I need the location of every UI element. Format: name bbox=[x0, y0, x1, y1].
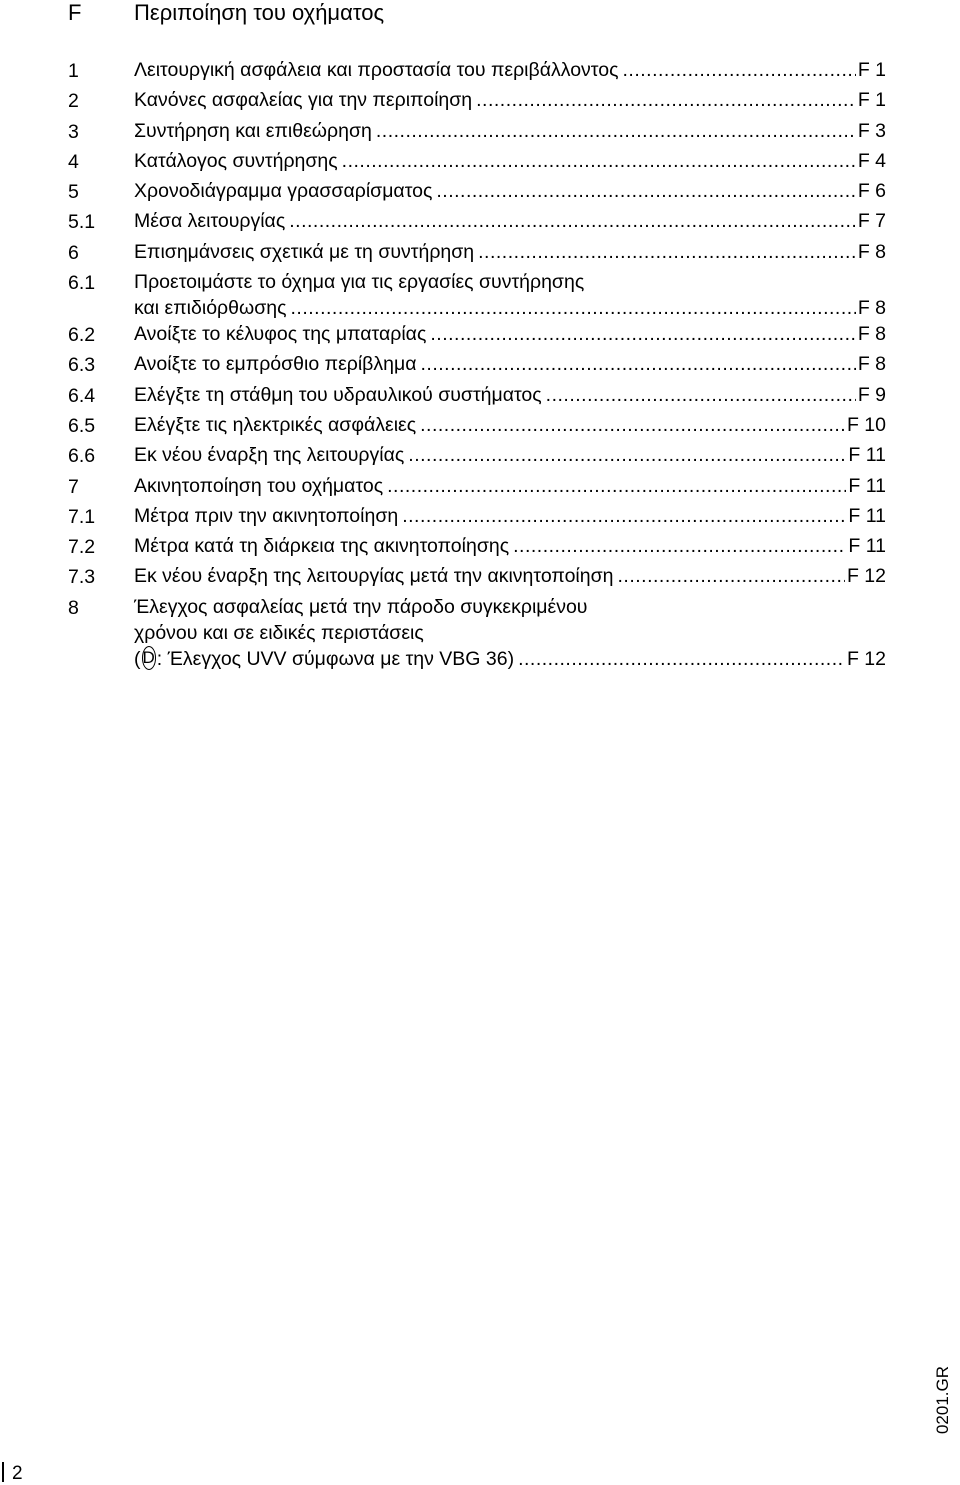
toc-entry-number: 6.3 bbox=[68, 354, 96, 377]
toc-entry-title: Κατάλογος συντήρησης bbox=[134, 149, 338, 172]
toc-dot-leader bbox=[513, 533, 846, 559]
toc-entry-title: Ανοίξτε το εμπρόσθιο περίβλημα bbox=[134, 353, 417, 376]
toc-entry[interactable] bbox=[68, 412, 886, 442]
toc-entry-page: F 11 bbox=[848, 535, 886, 558]
toc-entry[interactable] bbox=[68, 442, 886, 472]
toc-entry[interactable] bbox=[68, 382, 886, 412]
toc-entry-title: Προετοιμάστε το όχημα για τις εργασίες συντήρησης bbox=[134, 271, 585, 294]
toc-entry[interactable] bbox=[68, 208, 886, 238]
toc-entry[interactable] bbox=[68, 321, 886, 351]
toc-entry-title: : Έλεγχος UVV σύμφωνα με την VBG 36) bbox=[156, 647, 515, 670]
toc-entry-title: Κανόνες ασφαλείας για την περιποίηση bbox=[134, 89, 473, 112]
toc-entry-title: Ελέγξτε τη στάθμη του υδραυλικού συστήματος bbox=[134, 383, 542, 406]
toc-entry-number: 5 bbox=[68, 181, 79, 204]
toc-entry-number: 2 bbox=[68, 90, 79, 113]
toc-entry-page: F 8 bbox=[857, 353, 886, 376]
toc-dot-leader bbox=[546, 382, 856, 408]
toc-entry[interactable] bbox=[68, 57, 886, 87]
chapter-title: Περιποίηση του οχήματος bbox=[134, 0, 385, 25]
toc-dot-leader bbox=[291, 295, 856, 321]
toc-entry-page: F 11 bbox=[848, 474, 886, 497]
toc-entry-number: 6.2 bbox=[68, 324, 96, 347]
toc-dot-leader bbox=[387, 473, 846, 499]
toc-dot-leader bbox=[420, 412, 845, 438]
toc-entry-title: Εκ νέου έναρξη της λειτουργίας μετά την ακινητοποίηση bbox=[134, 565, 614, 588]
document-code-text: 0201.GR bbox=[933, 1365, 952, 1435]
toc-entry-number: 6 bbox=[68, 241, 79, 264]
toc-dot-leader bbox=[617, 563, 844, 589]
country-code-badge: D bbox=[142, 646, 156, 670]
toc-entry-page: F 11 bbox=[848, 444, 886, 467]
toc-entry[interactable] bbox=[68, 118, 886, 148]
toc-entry[interactable] bbox=[68, 351, 886, 381]
toc-entry-title: Μέτρα κατά τη διάρκεια της ακινητοποίησης bbox=[134, 535, 510, 558]
toc-entry[interactable] bbox=[68, 563, 886, 593]
page-number-text: 2 bbox=[12, 1463, 23, 1484]
toc-entry[interactable] bbox=[68, 594, 886, 674]
toc-entry-page: F 12 bbox=[846, 647, 886, 670]
toc-entry-title: Ελέγξτε τις ηλεκτρικές ασφάλειες bbox=[134, 413, 417, 436]
toc-dot-leader bbox=[478, 239, 856, 265]
table-of-contents bbox=[68, 57, 886, 674]
toc-entry-page: F 1 bbox=[857, 89, 886, 112]
toc-dot-leader bbox=[289, 208, 856, 234]
toc-dot-leader bbox=[476, 87, 856, 113]
toc-entry-number: 6.5 bbox=[68, 414, 96, 437]
toc-entry-title: και επιδιόρθωσης bbox=[134, 297, 287, 320]
toc-entry-page: F 6 bbox=[857, 180, 886, 203]
toc-entry-title: Επισημάνσεις σχετικά με τη συντήρηση bbox=[134, 240, 475, 263]
toc-entry[interactable] bbox=[68, 503, 886, 533]
toc-entry-number: 7.2 bbox=[68, 536, 96, 559]
toc-dot-leader bbox=[518, 646, 845, 672]
toc-entry-title: Έλεγχος ασφαλείας μετά την πάροδο συγκεκριμένου bbox=[134, 595, 588, 618]
toc-entry-number: 6.1 bbox=[68, 272, 96, 295]
toc-entry-title: Μέσα λειτουργίας bbox=[134, 210, 286, 233]
toc-entry-title: χρόνου και σε ειδικές περιστάσεις bbox=[134, 621, 424, 644]
toc-entry-number: 8 bbox=[68, 596, 79, 619]
toc-entry-page: F 7 bbox=[857, 210, 886, 233]
toc-dot-leader bbox=[436, 178, 855, 204]
page-number bbox=[2, 1462, 23, 1485]
toc-entry-title: Ανοίξτε το κέλυφος της μπαταρίας bbox=[134, 323, 427, 346]
toc-entry-number: 3 bbox=[68, 120, 79, 143]
toc-entry-title: Χρονοδιάγραμμα γρασσαρίσματος bbox=[134, 180, 433, 203]
toc-entry-page: F 8 bbox=[857, 323, 886, 346]
toc-dot-leader bbox=[402, 503, 846, 529]
toc-entry-page: F 11 bbox=[848, 504, 886, 527]
toc-entry-title: Μέτρα πριν την ακινητοποίηση bbox=[134, 504, 399, 527]
toc-dot-leader bbox=[342, 148, 856, 174]
toc-entry[interactable] bbox=[68, 178, 886, 208]
toc-entry[interactable] bbox=[68, 239, 886, 269]
toc-entry-number: 7.3 bbox=[68, 566, 96, 589]
toc-entry-page: F 1 bbox=[857, 59, 886, 81]
toc-entry-title: Λειτουργική ασφάλεια και προστασία του περιβάλλοντος bbox=[134, 59, 619, 81]
toc-dot-leader bbox=[430, 321, 855, 347]
toc-entry-number: 7 bbox=[68, 475, 79, 498]
toc-entry-number: 4 bbox=[68, 150, 79, 173]
toc-entry-page: F 8 bbox=[857, 297, 886, 320]
toc-entry-page: F 4 bbox=[857, 149, 886, 172]
chapter-letter: F bbox=[68, 0, 82, 25]
toc-entry[interactable] bbox=[68, 473, 886, 503]
toc-entry-number: 6.6 bbox=[68, 445, 96, 468]
toc-entry-page: F 8 bbox=[857, 240, 886, 263]
toc-entry-page: F 3 bbox=[857, 119, 886, 142]
toc-entry-number: 5.1 bbox=[68, 211, 96, 234]
toc-entry-number: 7.1 bbox=[68, 505, 96, 528]
document-code bbox=[920, 1360, 960, 1440]
toc-dot-leader bbox=[622, 57, 855, 83]
toc-entry-page: F 10 bbox=[846, 413, 886, 436]
toc-dot-leader bbox=[421, 351, 856, 377]
page-number-bar bbox=[2, 1462, 4, 1482]
toc-entry-page: F 12 bbox=[846, 565, 886, 588]
toc-entry-title: ( bbox=[134, 647, 141, 670]
toc-entry[interactable] bbox=[68, 533, 886, 563]
toc-entry-title: Συντήρηση και επιθεώρηση bbox=[134, 119, 372, 142]
toc-entry-title: Ακινητοποίηση του οχήματος bbox=[134, 474, 384, 497]
toc-entry-number: 6.4 bbox=[68, 384, 96, 407]
toc-entry-number: 1 bbox=[68, 60, 79, 82]
toc-dot-leader bbox=[376, 118, 856, 144]
toc-entry-title: Εκ νέου έναρξη της λειτουργίας bbox=[134, 444, 405, 467]
toc-entry[interactable] bbox=[68, 148, 886, 178]
toc-entry[interactable] bbox=[68, 87, 886, 117]
toc-dot-leader bbox=[408, 442, 846, 468]
toc-entry-page: F 9 bbox=[857, 383, 886, 406]
toc-entry[interactable] bbox=[68, 269, 886, 321]
